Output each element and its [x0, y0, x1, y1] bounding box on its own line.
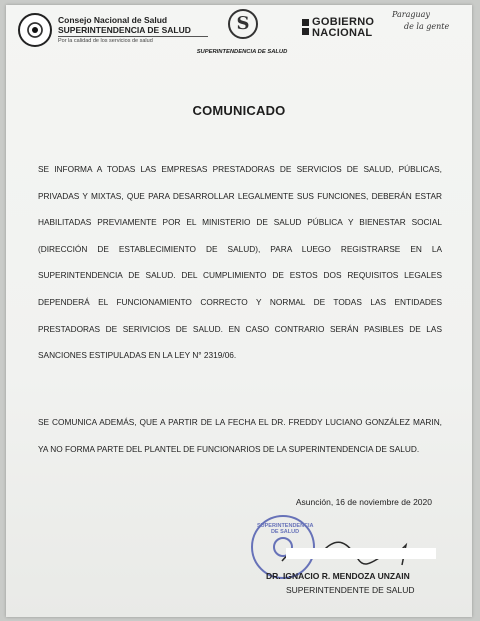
redaction-bar [286, 548, 436, 559]
header-left-logo [18, 13, 198, 51]
header-tagline: Por la calidad de los servicios de salud [58, 38, 153, 44]
gobierno-flag-icon [302, 19, 309, 26]
seal-icon [18, 13, 52, 47]
slogan: Paraguay de la gente [392, 10, 450, 31]
body-paragraph-2: SE COMUNICA ADEMÁS, QUE A PARTIR DE LA FECHA EL DR. FREDDY LUCIANO GONZÁLEZ MARIN, YA NO FORMA PARTE DEL PLANTEL DE FUNCIONARIOS DE LA SUPERINTENDENCIA DE SALUD. [38, 417, 442, 454]
official-stamp: SUPERINTENDENCIA DE SALUD [251, 515, 315, 579]
center-logo-text: SUPERINTENDENCIA DE SALUD [196, 49, 288, 55]
document-title: COMUNICADO [192, 103, 286, 118]
signer-name: DR. IGNACIO R. MENDOZA UNZAIN [266, 571, 410, 581]
gobierno-text: GOBIERNO [312, 16, 375, 28]
signer-role: SUPERINTENDENTE DE SALUD [286, 585, 415, 595]
superintendencia-logo-icon: S [228, 9, 258, 39]
body-paragraph-1: SE INFORMA A TODAS LAS EMPRESAS PRESTADORAS DE SERVICIOS DE SALUD, PÚBLICAS, PRIVADAS Y MIXTAS, QUE PARA DESARROLLAR LEGALMENTE SUS FUNCIONES, DEBERÁN ESTAR HABILITADAS PREVIAMENTE POR EL MINISTERIO DE SALUD PÚBLICA Y BIENESTAR SOCIAL (DIRECCIÓN DE ESTABLECIMIENTO DE SALUD), PARA LUEGO REGISTRARSE EN LA SUPERINTENDENCIA DE SALUD. DEL CUMPLIMIENTO DE ESTOS DOS REQUISITOS LEGALES DEPENDERÁ EL FUNCIONAMIENTO CORRECTO Y NORMAL DE TODAS LAS ENTIDADES PRESTADORAS DE SERIVICIOS DE SALUD. EN CASO CONTRARIO SERÁN PASIBLES DE LAS SANCIONES ESTIPULADAS EN LA LEY N° 2319/06. [38, 164, 442, 361]
header-center-logo [192, 9, 292, 61]
document-date: Asunción, 16 de noviembre de 2020 [295, 497, 432, 507]
nacional-text: NACIONAL [312, 27, 373, 39]
header-right-logo [302, 10, 462, 51]
document-page [6, 5, 472, 617]
council-name: Consejo Nacional de Salud [58, 15, 168, 25]
superintendencia-name: SUPERINTENDENCIA DE SALUD [58, 25, 208, 37]
